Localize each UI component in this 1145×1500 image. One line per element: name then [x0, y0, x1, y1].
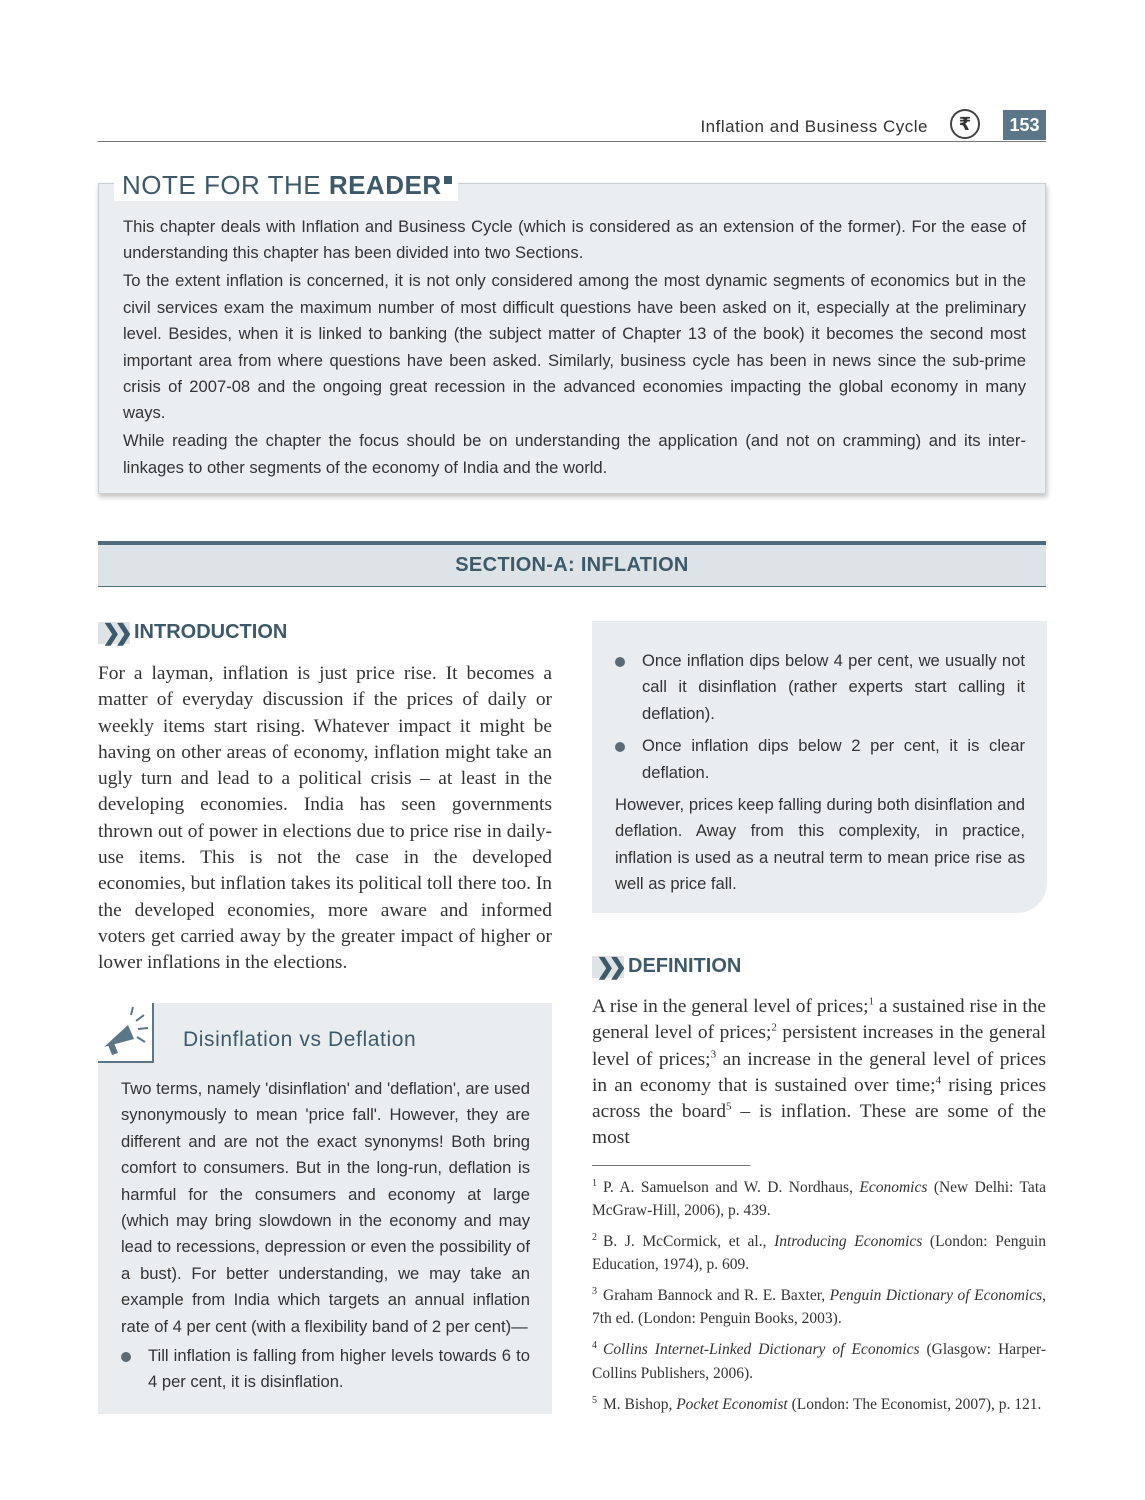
footnote-post: (Glasgow: Harper-Collins Publishers, 2006). [592, 1341, 1046, 1382]
footnotes [592, 1172, 1046, 1420]
footnote-ref[interactable]: 3 [710, 1048, 717, 1061]
introduction-heading-text: INTRODUCTION [134, 621, 288, 643]
double-chevron-icon: ❯❯ [98, 622, 130, 644]
note-title-light: NOTE FOR THE [122, 170, 329, 200]
disinflation-body [121, 1076, 530, 1396]
footnote-title: Collins Internet-Linked Dictionary of Economics [603, 1341, 920, 1359]
disinflation-paragraph: Two terms, namely 'disinflation' and 'deflation', are used synonymously to mean 'price fall'. However, they are different and are not the exact synonyms! Both bring comfort to consumers. But in the long-run, deflation is harmful for the consumers and economy at large (which may bring slowdown in the economy and may lead to recessions, depression or even the possibility of a bust). For better understanding, we may take an example from India which targets an annual inflation rate of 4 per cent (with a flexibility band of 2 per cent)— [121, 1079, 530, 1336]
footnote-pre: P. A. Samuelson and W. D. Nordhaus, [603, 1179, 860, 1197]
definition-segment: persistent increases in the general level of prices; [592, 1022, 1046, 1070]
note-paragraph: While reading the chapter the focus should be on understanding the application (and not on cramming) and its inter-linkages to other segments of the economy of India and the world. [123, 431, 1026, 477]
footnote-number: 5 [592, 1394, 597, 1406]
definition-segment: – is inflation. These are some of the most [592, 1101, 1046, 1149]
definition-segment: A rise in the general level of prices; [592, 996, 869, 1017]
definition-heading-text: DEFINITION [628, 955, 742, 977]
note-paragraph: To the extent inflation is concerned, it is not only considered among the most dynamic segments of economics but in the civil services exam the maximum number of most difficult questions have been asked on it, especially at the preliminary level. Besides, when it is linked to banking (the subject matter of Chapter 13 of the book) it becomes the second most important area from where questions have been asked. Similarly, business cycle has been in news since the sub-prime crisis of 2007-08 and the ongoing great recession in the advanced economies impacting the global economy in many ways. [123, 271, 1026, 423]
note-title [114, 170, 458, 201]
note-title-bold: READER [328, 170, 442, 200]
bullet-item: Once inflation dips below 2 per cent, it is clear deflation. [615, 733, 1025, 786]
footnote-ref[interactable]: 5 [726, 1100, 732, 1113]
running-title: Inflation and Business Cycle [700, 117, 928, 136]
footnote-post: (London: Penguin Education, 1974), p. 609. [592, 1233, 1047, 1274]
bullet-item: Once inflation dips below 4 per cent, we usually not call it disinflation (rather experts start calling it deflation). [615, 648, 1025, 727]
footnote-title: Pocket Economist [676, 1395, 788, 1413]
footnote-item [592, 1389, 1046, 1416]
note-paragraph: This chapter deals with Inflation and Business Cycle (which is considered as an extension of the former). For the ease of understanding this chapter has been divided into two Sections. [123, 217, 1026, 263]
footnote-pre: B. J. McCormick, et al., [603, 1233, 775, 1251]
footnote-pre: M. Bishop, [603, 1395, 677, 1413]
footnote-ref[interactable]: 2 [771, 1021, 777, 1034]
introduction-paragraph: For a layman, inflation is just price rise. It becomes a matter of everyday discussion if the prices of daily or weekly items start rising. Whatever impact it might be having on other areas of economy, inflation might take an ugly turn and lead to a political crisis – at least in the developing economies. India has seen governments thrown out of power in elections due to price rise in daily-use items. This is not the case in the developed economies, but inflation takes its political toll there too. In the developed economies, more aware and informed voters get carried away by the greater impact of higher or lower inflations in the elections. [98, 663, 552, 974]
footnote-pre: Graham Bannock and R. E. Baxter, [603, 1287, 830, 1305]
footnote-rule [592, 1165, 750, 1166]
footnote-title: Economics [859, 1179, 928, 1197]
footnote-number: 1 [592, 1178, 597, 1189]
footnote-ref[interactable]: 1 [868, 995, 875, 1008]
footnote-number: 2 [592, 1232, 597, 1244]
definition-segment: rising prices across the board [592, 1074, 1046, 1123]
bullet-item: Till inflation is falling from higher levels towards 6 to 4 per cent, it is disinflation. [121, 1343, 530, 1396]
definition-segment: an increase in the general level of prices in an economy that is sustained over time; [592, 1048, 1046, 1096]
section-header [98, 541, 1046, 587]
continued-closing: However, prices keep falling during both disinflation and deflation. Away from this complexity, in practice, inflation is used as a neutral term to mean price rise as well as price fall. [615, 795, 1025, 894]
footnote-post: (New Delhi: Tata McGraw-Hill, 2006), p. 439. [592, 1179, 1046, 1220]
disinflation-title: Disinflation vs Deflation [183, 1028, 417, 1051]
running-header [98, 113, 1046, 142]
definition-segment: a sustained rise in the general level of prices; [592, 996, 1047, 1044]
square-bullet-icon [444, 176, 452, 184]
rupee-icon: ₹ [950, 109, 980, 139]
footnote-ref[interactable]: 4 [935, 1074, 942, 1087]
footnote-post: (London: The Economist, 2007), p. 121. [787, 1395, 1042, 1413]
introduction-heading [98, 621, 287, 644]
section-title: SECTION-A: INFLATION [455, 554, 689, 576]
footnote-title: Penguin Dictionary of Economics [829, 1287, 1043, 1305]
footnote-number: 4 [592, 1340, 597, 1352]
megaphone-icon [98, 1003, 154, 1063]
footnote-post: , 7th ed. (London: Penguin Books, 2003). [592, 1287, 1046, 1328]
note-body [123, 214, 1026, 483]
double-chevron-icon: ❯❯ [592, 956, 624, 978]
introduction-text [98, 661, 552, 977]
continued-box-body [615, 645, 1025, 898]
footnote-item [592, 1280, 1046, 1330]
page-number: 153 [1003, 110, 1046, 140]
footnote-item [592, 1172, 1046, 1222]
definition-text [592, 994, 1046, 1152]
footnote-item [592, 1226, 1046, 1276]
footnote-number: 3 [592, 1286, 597, 1298]
definition-heading [592, 955, 741, 978]
footnote-item [592, 1334, 1046, 1384]
footnote-title: Introducing Economics [774, 1233, 923, 1251]
